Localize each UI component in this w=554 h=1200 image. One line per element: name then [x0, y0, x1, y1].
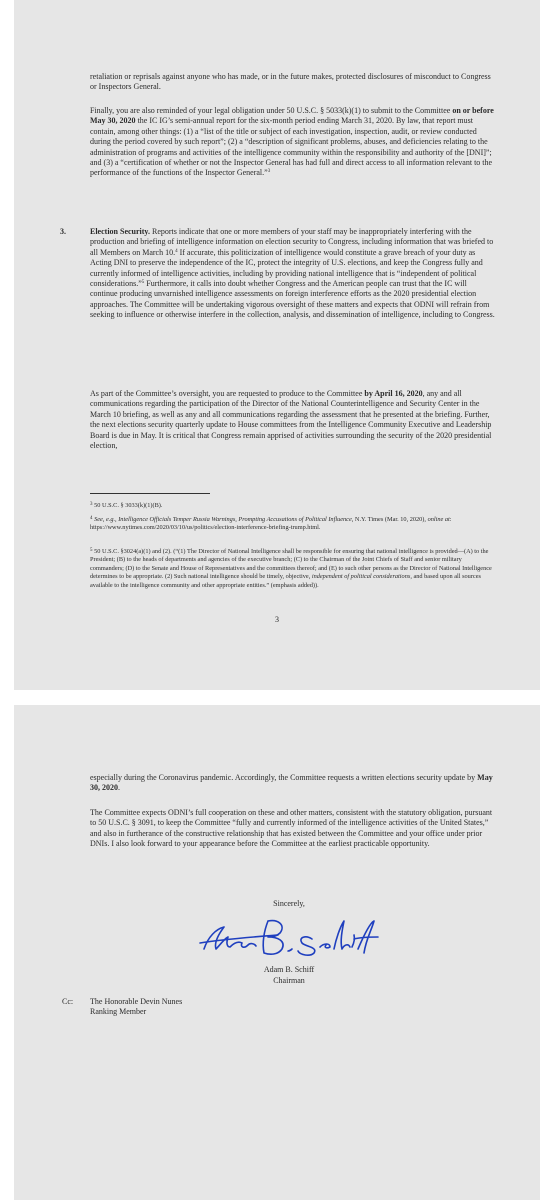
cc-recipient: [90, 997, 182, 1018]
handwritten-signature-icon: [194, 913, 384, 961]
paragraph-cooperation: The Committee expects ODNI’s full cooperation on these and other matters, consistent with the statutory obligation, pursuant to 50 U.S.C. § 3091, to keep the Committee “fully and currently informed of the intelligence activities of the United States,” and also in furtherance of the constructive relationship that has existed between the Committee and your office under prior DNIs. I also look forward to your appearance before the Committee at the earliest practicable opportunity.: [90, 808, 493, 849]
paragraph-ic-ig-report: Finally, you are also reminded of your legal obligation under 50 U.S.C. § 5033(k)(1) to submit to the Committee on or before May 30, 2020 the IC IG’s semi-annual report for the six-month period ending March 31, 2020. By law, that report must contain, among other things: (1) a “list of the title or subject of each investigation, inspection, audit, or review conducted during the period covered by such report”; (2) a “description of significant problems, abuses, and deficiencies relating to the administration of programs and activities of the intelligence community within the responsibility and authority of the [DNI]”; and (3) a “certification of whether or not the Inspector General has had full and direct access to all information relevant to the performance of the functions of the Inspector General.”$^3$: [90, 106, 494, 178]
paragraph-oversight-request: As part of the Committee’s oversight, you are requested to produce to the Committee by April 16, 2020, any and all communications regarding the participation of the Director of the National Counterintelligence and Security Center in the March 10 briefing, as well as any and all communications regarding the assessment that he presented at the briefing. Further, the next elections security quarterly update to House committees from the Intelligence Community Executive and Leadership Board is due in May. It is critical that Congress remain apprised of activities surrounding the security of the 2020 presidential election,: [90, 389, 492, 451]
cc-title: Ranking Member: [90, 1007, 147, 1017]
signer-title: Chairman: [273, 976, 305, 985]
paragraph-retaliation: retaliation or reprisals against anyone who has made, or in the future makes, protected disclosures of misconduct to Congress or Inspectors General.: [90, 72, 491, 92]
cc-label: Cc:: [62, 997, 74, 1006]
cc-name: The Honorable Devin Nunes: [90, 997, 183, 1006]
footnote-divider: [90, 493, 210, 494]
document-page-2: [14, 705, 540, 1200]
section-number: 3.: [60, 227, 66, 236]
signer-name: Adam B. Schiff: [263, 965, 315, 974]
page-number: 3: [275, 615, 279, 624]
closing-salutation: Sincerely,: [273, 899, 305, 908]
document-page-1: [14, 0, 540, 690]
footnote-5: $^5$ 50 U.S.C. §3024(a)(1) and (2). (“(1) The Director of National Intelligence shall be responsible for ensuring that national intelligence is provided—(A) to the President; (B) to the heads of departments and agencies of the executive branch; (C) to the Chairman of the Joint Chiefs of Staff and senior military commanders; (D) to the Senate and House of Representatives and the committees thereof; and (E) to such other persons as the Director of National Intelligence determines to be appropriate. (2) Such national intelligence should be timely, objective, independent of political considerations, and based upon all sources available to the intelligence community and other appropriate entities.” (emphasis added)).: [90, 548, 492, 589]
paragraph-coronavirus: especially during the Coronavirus pandemic. Accordingly, the Committee requests a written elections security update by May 30, 2020.: [90, 773, 493, 793]
signature: [194, 913, 384, 961]
footnote-4: $^4$ See, e.g., Intelligence Officials Temper Russia Warnings, Prompting Accusations of Political Influence, N.Y. Times (Mar. 10, 2020), online at: https://www.nytimes.com/2020/03/10/us/politics/election-interference-briefing-trump.html.: [90, 516, 452, 532]
footnote-3: $^3$ 50 U.S.C. § 3033(k)(1)(B).: [90, 502, 163, 509]
paragraph-election-security: Election Security. Reports indicate that one or more members of your staff may be inappropriately interfering with the production and briefing of intelligence information on election security to Congress, including information that was briefed to all Members on March 10.$^4$ If accurate, this politicization of intelligence would constitute a grave breach of your duty as Acting DNI to preserve the independence of the IC, protect the integrity of U.S. elections, and keep the Congress fully and currently informed of intelligence activities, including by providing national intelligence that is “independent of political considerations.”$^5$ Furthermore, it calls into doubt whether Congress and the American people can trust that the IC will continue producing unvarnished intelligence assessments on foreign interference efforts as the 2020 presidential election approaches. The Committee will be undertaking vigorous oversight of these matters and expects that ODNI will refrain from seeking to influence or otherwise interfere in the collection, analysis, and dissemination of intelligence, including to Congress.: [90, 227, 495, 320]
